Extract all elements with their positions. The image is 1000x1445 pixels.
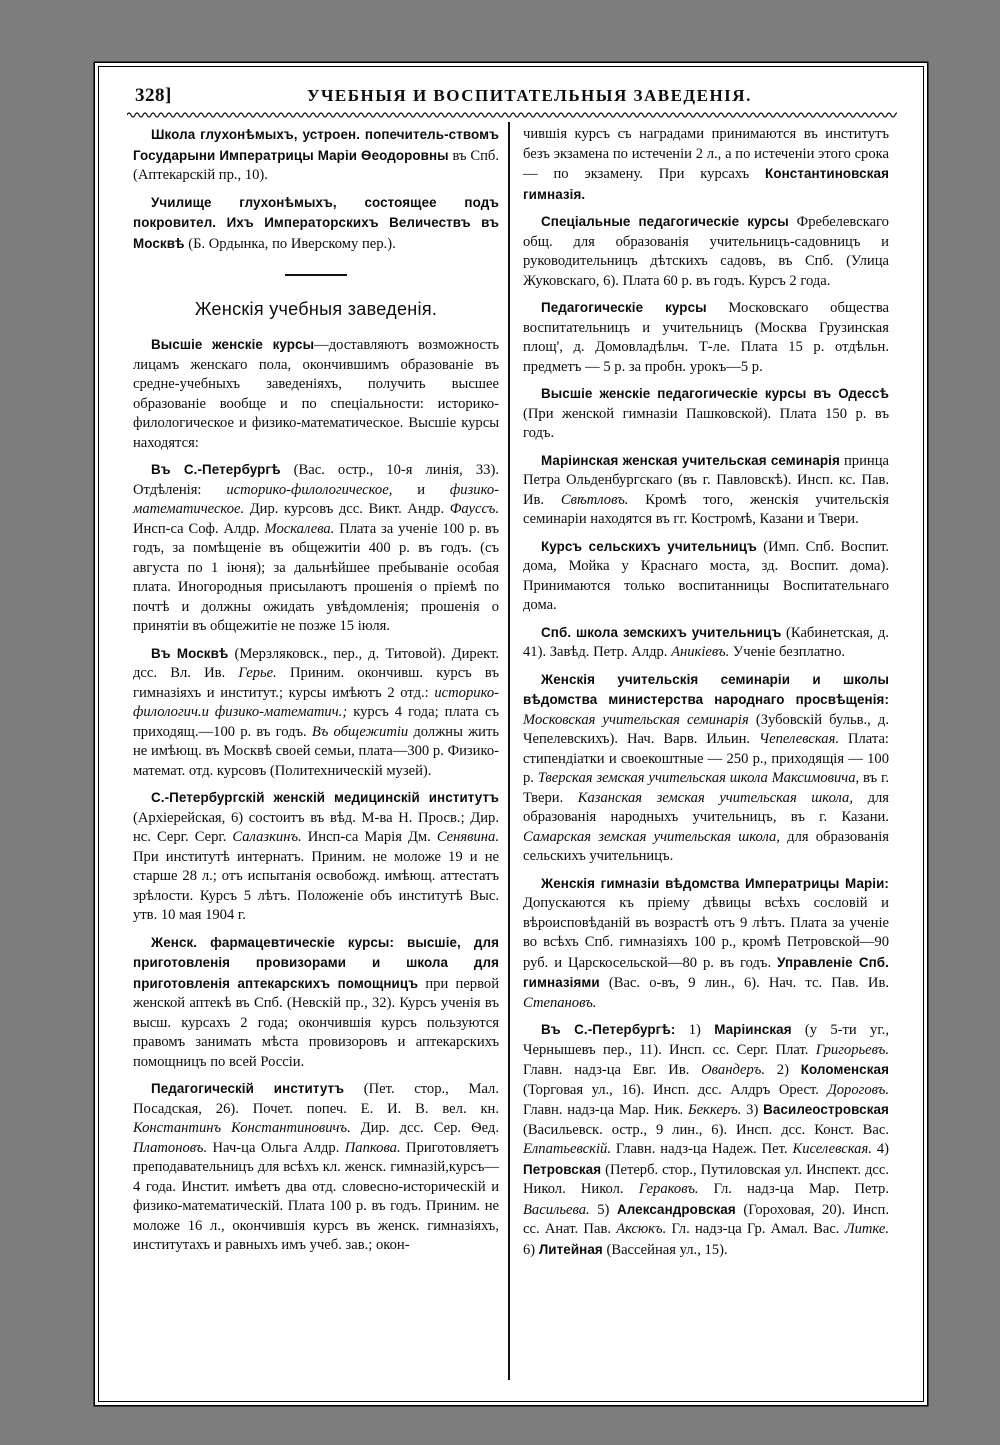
entry-italic: Константинъ Константиновичъ. [133,1120,351,1136]
entry-medical-institute [133,788,499,926]
entry-text: принца Петра Ольденбургскаго (въ г. Павловскѣ). Инсп. кс. Пав. Ив. [523,452,890,508]
entry-froebel-courses [523,212,889,291]
entry-heading: Управленіе Спб. гимназіями [523,954,889,990]
entry-text: 6) [523,1241,539,1258]
entry-italic: Степановъ. [523,994,597,1011]
entry-text: (Вас. о-въ, 9 лин., 6). Нач. тс. Пав. Ив. [599,975,889,991]
entry-text: 1) [675,1022,715,1038]
entry-italic: Аникіевъ. [671,644,730,660]
entry-text: (Васильевск. остр., 9 лин., 6). Инсп. дсс. Конст. Вас. [523,1121,889,1138]
entry-heading: Маріинская [714,1022,792,1037]
entry-odessa-courses [523,384,889,444]
entry-italic: Самарская земская учительская школа, [523,828,780,845]
entry-text: Московскаго общества воспитательницъ и учительницъ (Москва Грузинская площ', д. Домовладѣльч. Т-ле. Плата 15 р. отдѣльн. предметъ — 5 р. за пробн. урокъ—5 р. [523,300,889,375]
entry-deaf-school-spb [133,125,499,186]
entry-italic: Московская учительская семинарія [523,711,749,728]
entry-heading: Въ С.-Петербургѣ [151,462,281,477]
entry-text: (Мерзляковск., пер., д. Титовой). Директ. дсс. Вл. Ив. [133,645,500,681]
entry-text: и [392,481,450,498]
entry-italic: Герье. [238,665,277,681]
entry-italic: Салазкинъ. [232,829,302,845]
column-divider [508,122,510,1380]
entry-text: въ г. Твери. [523,770,890,806]
entry-text: (Пет. стор., Мал. Посадская, 26). Почет. попеч. Е. И. В. вел. кн. [133,1081,499,1117]
entry-spb-gymnasiums-list [523,1020,889,1260]
entry-text: (При женской гимназіи Пашковской). Плата 150 р. въ годъ. [523,405,889,441]
running-title: УЧЕБНЫЯ И ВОСПИТАТЕЛЬНЫЯ ЗАВЕДЕНІЯ. [306,86,752,105]
entry-text: 3) [741,1102,764,1118]
entry-text: Дир. курсовъ дсс. Викт. Андр. [244,501,450,517]
entry-text: курсъ 4 года; плата съ приходящ.—100 р. въ годъ. [133,704,499,740]
entry-deaf-school-moscow [133,193,499,255]
entry-heading: Высшіе женскіе педагогическіе курсы въ Одессѣ [541,386,889,401]
entry-italic: Тверская земская учительская школа Максимовича, [537,770,860,786]
entry-continuation [523,125,889,205]
entry-text: (Вассейная ул., 15). [602,1241,728,1258]
entry-heading: С.-Петербургскій женскій медицинскій институтъ [151,790,499,805]
entry-text: Инсп-са Соф. Алдр. [133,520,265,537]
entry-heading: Литейная [538,1241,603,1257]
entry-heading: Спб. школа земскихъ учительницъ [541,624,782,640]
entry-heading: Педагогическіе курсы [541,300,707,315]
entry-text: 4) [871,1141,889,1157]
entry-heading: Маріинская женская учительская семинарія [541,452,840,468]
entry-mariinsky-seminary [523,451,889,530]
entry-pharmacy-courses [133,933,499,1073]
entry-text: Допускаются къ пріему дѣвицы всѣхъ сословій и вѣроисповѣданій въ возрастѣ отъ 9 лѣтъ. Плата за ученіе во всѣхъ Спб. гимназіяхъ 100 р., кромѣ Петровской—90 руб. и Царскосельской—80 р. въ годъ. [523,895,889,971]
entry-text: (Имп. Спб. Воспит. дома, Мойка у Краснаго моста, зд. Воспит. дома). Принимаются только воспитанницы Воспитательнаго дома. [523,538,890,613]
entry-italic: Беккеръ. [687,1102,742,1118]
entry-text: (Вас. остр., 10-я линія, 33). Отдѣленія: [133,462,499,498]
entry-italic: Елпатьевскій. [523,1141,611,1157]
entry-gymnasiums [523,874,889,1014]
entry-italic: Сенявина. [436,829,499,845]
left-column [133,125,499,1263]
section-rule [285,274,347,276]
entry-text: (Б. Ордынка, по Иверскому пер.). [184,235,396,252]
entry-text: Главн. надз-ца Евг. Ив. [523,1062,702,1078]
entry-italic: Гераковъ. [638,1181,699,1197]
entry-italic: Аксюкъ. [616,1221,667,1237]
entry-heading: Педагогическій институтъ [151,1081,345,1096]
entry-heading: Коломенская [800,1062,889,1077]
entry-text: 2) [765,1062,801,1078]
entry-moscow-pedagogical-courses [523,298,889,377]
entry-text: (Архіерейская, 6) состоитъ въ вѣд. М-ва Н. Просв.; Дир. нс. Серг. Серг. [133,809,499,845]
entry-italic: Васильева. [523,1201,590,1218]
entry-heading: Курсъ сельскихъ учительницъ [541,538,757,554]
entry-text: Плата: стипендіатки и своекоштные — 250 р., приходящія — 100 р. [523,731,889,786]
entry-italic: Папкова. [344,1139,401,1156]
entry-heading: Женскія учительскія семинаріи и школы вѣдомства министерства народнаго просвѣщенія: [523,671,889,707]
entry-italic: Овандеръ. [701,1062,766,1078]
entry-text: (Зубовскій бульв., д. Чепелевскихъ). Нач. Варв. Ильин. [523,711,889,747]
entry-text: Плата за ученіе 100 р. въ годъ, за помѣщеніе въ общежитіи 400 р. въ годъ. (съ августа по 1 іюня); за дальнѣйшее пребываніе особая плата. Иногородныя присылаютъ прошенія о пріемѣ по почтѣ и должны ожидать увѣдомленія; прошенія о принятіи въ общежитіе не позже 15 іюля. [133,520,500,634]
entry-heading: Василеостровская [763,1102,889,1117]
entry-italic: Григорьевъ. [815,1041,889,1058]
entry-italic: Платоновъ. [133,1139,208,1156]
entry-ministry-seminaries [523,670,889,867]
entry-zemstvo-school [523,623,889,663]
entry-heading: Въ С.-Петербургѣ: [541,1022,676,1037]
entry-text: въ Спб. (Аптекарскій пр., 10). [133,147,499,183]
right-column [523,125,889,1267]
entry-spb-courses [133,460,499,637]
entry-heading: Женскія гимназіи вѣдомства Императрицы Маріи: [541,875,889,891]
entry-heading: Александровская [616,1201,736,1217]
entry-italic: историко-филологическое, [226,481,393,498]
entry-text: Гл. надз-ца Мар. Петр. [698,1181,889,1197]
entry-text: Приготовляетъ преподавательницъ для всѣхъ кл. женск. гимназій,курсъ—4 года. Инстит. имѣетъ два отд. словесно-историческій и физико-математическій. Плата 100 р. въ годъ. Приним. не моложе 16 л., окончившія курсъ въ женск. гимназіяхъ, институтахъ и равныхъ имъ учеб. зав.; окон- [133,1139,499,1253]
entry-text: чившія курсъ съ наградами принимаются въ институтъ безъ экзамена по истеченіи 2 л., а по истеченіи этого срока — по экзамену. При курсахъ [523,126,889,182]
entry-italic: Казанская земская учительская школа, [577,789,854,806]
page-number: 328] [135,85,172,106]
entry-heading: Петровская [523,1161,602,1177]
entry-moscow-courses [133,644,499,782]
entry-rural-teachers-course [523,537,889,616]
entry-italic: Дороговъ. [827,1081,889,1098]
section-title: Женскія учебныя заведенія. [194,298,438,319]
entry-heading: Училище глухонѣмыхъ, состоящее подъ покровител. Ихъ Императорскихъ Величествъ въ Москвѣ [133,194,499,251]
entry-italic: Фауссъ. [449,501,499,517]
entry-text: Фребелевскаго общ. для образованія учительницъ-садовницъ и руководительницъ дѣтскихъ садовъ, въ Спб. (Улица Жуковскаго, 6). Плата 60 р. въ годъ. Курсъ 2 года. [523,214,889,289]
entry-text: Приним. окончивш. курсъ въ гимназіяхъ и институт.; курсы имѣютъ 2 отд.: [133,665,499,701]
entry-heading: Въ Москвѣ [151,645,229,661]
entry-text: (Гороховая, 20). Инсп. сс. Анат. Пав. [523,1201,889,1237]
entry-text: Главн. надз-ца Мар. Ник. [523,1102,688,1118]
entry-heading: Спеціальные педагогическіе курсы [541,214,789,229]
entry-higher-courses [133,335,499,453]
entry-text: —доставляютъ возможность лицамъ женскаго пола, окончившимъ образованіе въ средне-учебныхъ заведеніяхъ, получить высшее образованіе вообще и по спеціальности: историко-филологическое и физико-математическое. Высшіе курсы находятся: [133,337,500,451]
entry-italic: Свѣтловъ. [560,491,629,508]
entry-text: Инсп-са Марія Дм. [301,829,437,845]
entry-heading: Школа глухонѣмыхъ, устроен. попечитель-ствомъ Государыни Императрицы Маріи Ѳеодоровны [133,127,499,163]
entry-text: (у 5-ти уг., Чернышевъ пер., 11). Инсп. сс. Серг. Плат. [523,1022,889,1058]
entry-text: При институтѣ интернатъ. Приним. не моложе 19 и не старше 28 л.; отъ испытанія освобожд. имѣющ. аттестатъ зрѣлости. Курсъ 5 лѣтъ. Положеніе объ институтѣ Выс. утв. 10 мая 1904 г. [133,848,499,923]
entry-text: (Торговая ул., 16). Инсп. дсс. Алдръ Орест. [523,1081,828,1098]
entry-text: (Кабинетская, д. 41). Завѣд. Петр. Алдр. [523,624,890,660]
entry-pedagogical-institute [133,1079,499,1256]
entry-text: (Петерб. стор., Путиловская ул. Инспект. дсс. Никол. Никол. [523,1161,889,1197]
entry-text: при первой женской аптекѣ въ Спб. (Невскій пр., 32). Курсъ ученія въ высш. курсахъ 2 года; окончившія курсъ пользуются правомъ занимать мѣста провизоровъ и аптекарскихъ помощницъ по всей Россіи. [133,975,500,1070]
entry-italic: Москалева. [264,520,335,537]
entry-text: для образованія сельскихъ учительницъ. [523,828,889,864]
wavy-header-rule [127,111,897,119]
entry-heading: Высшіе женскіе курсы [151,337,315,352]
document-page [98,66,924,1402]
entry-text: Дир. дсс. Сер. Ѳед. [350,1120,499,1136]
entry-italic: историко-филологич.и физико-математич.; [133,684,499,720]
entry-text: Главн. надз-ца Надеж. Пет. [610,1141,793,1157]
entry-heading: Женск. фармацевтическіе курсы: высшіе, для приготовленія провизорами и школа для приготовленія аптекарскихъ помощницъ [133,934,499,991]
entry-text: 5) [589,1201,617,1218]
entry-text: Гл. надз-ца Гр. Амал. Вас. [666,1221,845,1237]
entry-text: Кромѣ того, женскія учительскія семинаріи находятся въ гг. Костромѣ, Казани и Твери. [523,491,889,527]
entry-italic: Въ общежитіи [311,723,409,740]
entry-text: Нач-ца Ольга Алдр. [207,1139,345,1156]
entry-heading: Константиновская гимназія. [523,166,889,202]
entry-italic: Чепелевская. [759,731,840,747]
entry-italic: Киселевская. [792,1141,872,1157]
entry-text: для образованія народныхъ учительницъ, въ г. Казани. [523,789,890,825]
entry-text: Ученіе безплатно. [729,644,846,660]
entry-text: должны жить не имѣющ. въ Москвѣ своей семьи, плата—300 р. Физико-математ. отд. курсовъ (Политехническій музей). [133,723,499,779]
entry-italic: Литке. [844,1221,889,1237]
entry-italic: физико-математическое. [133,481,499,517]
